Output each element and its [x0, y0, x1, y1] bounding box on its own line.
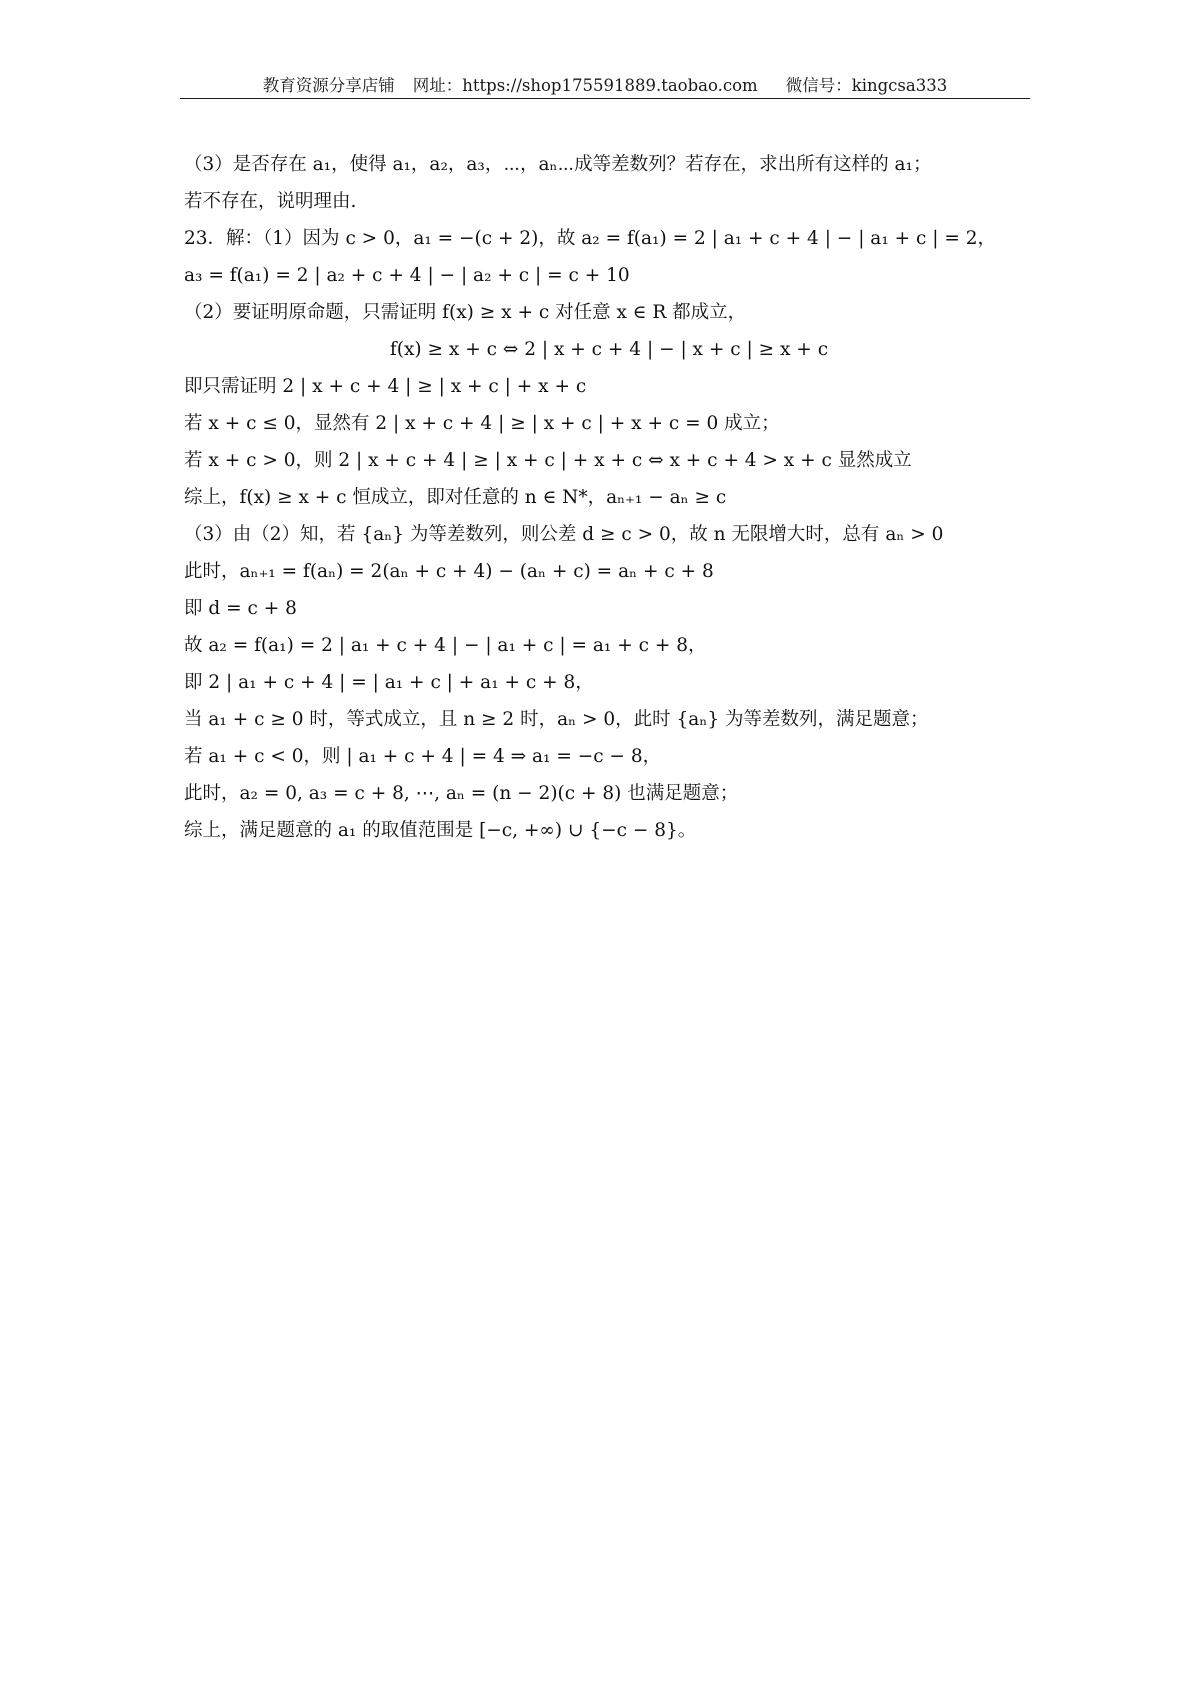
solution-23-part-3-line-5: 即 2 | a₁ + c + 4 | = | a₁ + c | + a₁ + c + 8，	[184, 672, 594, 693]
solution-23-part-2-line-4: 若 x + c ≤ 0，显然有 2 | x + c + 4 | ≥ | x + c | + x + c = 0 成立；	[184, 413, 780, 434]
header-rule	[180, 98, 1030, 99]
question-3-line-1: （3）是否存在 a₁，使得 a₁，a₂，a₃，⋯，aₙ⋯成等差数列？若存在，求出所有这样的 a₁；	[184, 154, 932, 175]
solution-23-part-2-line-3: 即只需证明 2 | x + c + 4 | ≥ | x + c | + x + c	[184, 376, 587, 397]
solution-23-part-3-line-6: 当 a₁ + c ≥ 0 时，等式成立，且 n ≥ 2 时，aₙ > 0，此时 {aₙ} 为等差数列，满足题意；	[184, 709, 929, 730]
solution-23-part-2-line-1: （2）要证明原命题，只需证明 f(x) ≥ x + c 对任意 x ∈ R 都成立，	[184, 302, 747, 323]
solution-23-conclusion: 综上，满足题意的 a₁ 的取值范围是 [−c, +∞) ∪ {−c − 8}。	[184, 820, 697, 841]
solution-23-part-2-equation: f(x) ≥ x + c ⇔ 2 | x + c + 4 | − | x + c | ≥ x + c	[389, 339, 829, 360]
solution-23-part-3-line-7: 若 a₁ + c < 0，则 | a₁ + c + 4 | = 4 ⇒ a₁ = −c − 8，	[184, 746, 662, 767]
header-shop-name: 教育资源分享店铺	[262, 76, 395, 95]
solution-23-part-3-line-2: 此时，aₙ₊₁ = f(aₙ) = 2(aₙ + c + 4) − (aₙ + c) = aₙ + c + 8	[184, 561, 714, 582]
page-header	[180, 72, 1030, 96]
solution-23-part-1-line-2: a₃ = f(a₁) = 2 | a₂ + c + 4 | − | a₂ + c | = c + 10	[184, 265, 630, 286]
solution-23-part-1-line-1: 23．解：（1）因为 c > 0，a₁ = −(c + 2)，故 a₂ = f(a₁) = 2 | a₁ + c + 4 | − | a₁ + c | = 2，	[184, 228, 997, 249]
header-website: 网址：https://shop175591889.taobao.com	[412, 76, 758, 95]
solution-23-part-3-line-3: 即 d = c + 8	[184, 598, 297, 619]
solution-23-part-2-line-5: 若 x + c > 0，则 2 | x + c + 4 | ≥ | x + c | + x + c ⇔ x + c + 4 > x + c 显然成立	[184, 450, 912, 471]
solution-23-part-3-line-8: 此时，a₂ = 0, a₃ = c + 8, ⋯, aₙ = (n − 2)(c + 8) 也满足题意；	[184, 783, 739, 804]
header-wechat: 微信号：kingcsa333	[785, 76, 948, 95]
solution-23-part-3-line-1: （3）由（2）知，若 {aₙ} 为等差数列，则公差 d ≥ c > 0，故 n 无限增大时，总有 aₙ > 0	[184, 524, 944, 545]
solution-body	[184, 146, 1034, 849]
question-3-line-2: 若不存在，说明理由.	[184, 191, 357, 212]
solution-23-part-2-line-6: 综上，f(x) ≥ x + c 恒成立，即对任意的 n ∈ N*，aₙ₊₁ − aₙ ≥ c	[184, 487, 727, 508]
solution-23-part-3-line-4: 故 a₂ = f(a₁) = 2 | a₁ + c + 4 | − | a₁ + c | = a₁ + c + 8，	[184, 635, 707, 656]
